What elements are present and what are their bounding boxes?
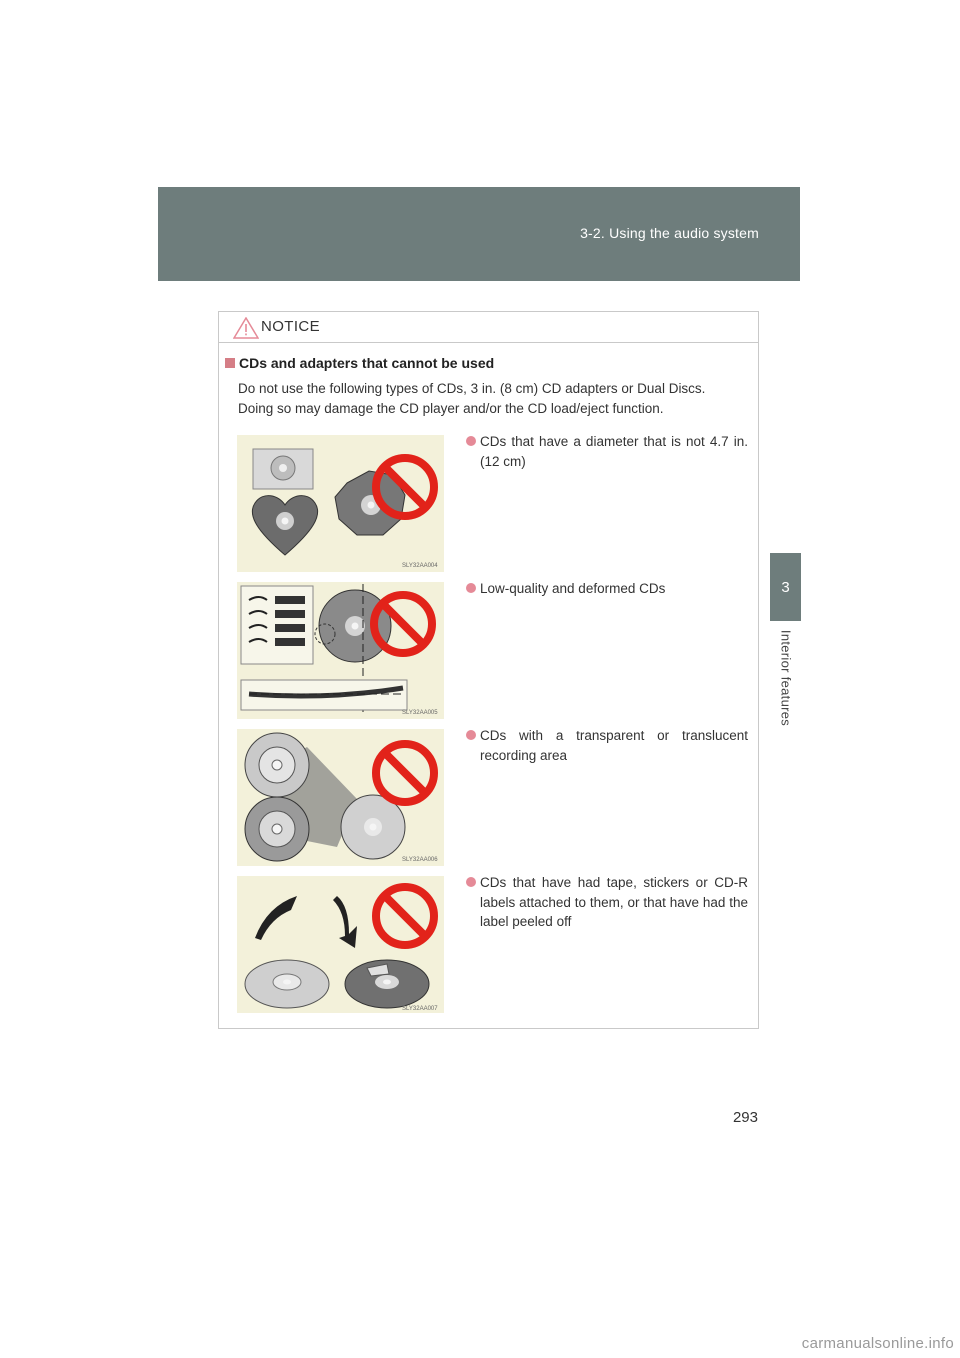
item-text: Low-quality and deformed CDs [480,581,666,596]
chapter-label: Interior features [778,629,794,727]
illustration-odd-shaped-cds [237,435,444,572]
subhead [225,355,494,371]
figure-code: SLY32AA004 [402,563,438,569]
subhead-text: CDs and adapters that cannot be used [239,355,495,371]
illustration-deformed-cds [237,582,444,719]
list-item [466,873,748,932]
intro-text: Do not use the following types of CDs, 3 in. (8 cm) CD adapters or Dual Discs. Doing so may damage the CD player and/or the CD load/eject function. [238,381,706,416]
item-text: CDs that have a diameter that is not 4.7 in. (12 cm) [480,434,748,469]
list-item [466,432,748,471]
item-text: CDs that have had tape, stickers or CD-R labels attached to them, or that have had the label peeled off [480,875,748,929]
bullet-icon [466,877,476,887]
figure-code: SLY32AA006 [402,857,438,863]
figure-code: SLY32AA005 [402,710,438,716]
chapter-tab: 3 [770,553,801,621]
bullet-icon [466,730,476,740]
labeled-cd-illustration [237,876,444,1013]
figure-code: SLY32AA007 [402,1006,438,1012]
transparent-cd-illustration [237,729,444,866]
illustration-labeled-cds [237,876,444,1013]
list-item [466,579,748,599]
deformed-cd-illustration [237,582,444,719]
square-bullet-icon [225,358,235,368]
watermark: carmanualsonline.info [801,1335,954,1352]
list-item [466,726,748,765]
bullet-icon [466,583,476,593]
illustration-transparent-cds [237,729,444,866]
section-title: 3-2. Using the audio system [580,225,759,241]
notice-header [219,312,758,343]
warning-triangle-icon [233,317,259,339]
notice-title: NOTICE [261,318,321,335]
odd-shaped-cd-illustration [237,435,444,572]
notice-box [218,311,759,1029]
bullet-icon [466,436,476,446]
header-band [158,187,800,281]
item-text: CDs with a transparent or translucent recording area [480,728,748,763]
page-number: 293 [732,1109,758,1126]
